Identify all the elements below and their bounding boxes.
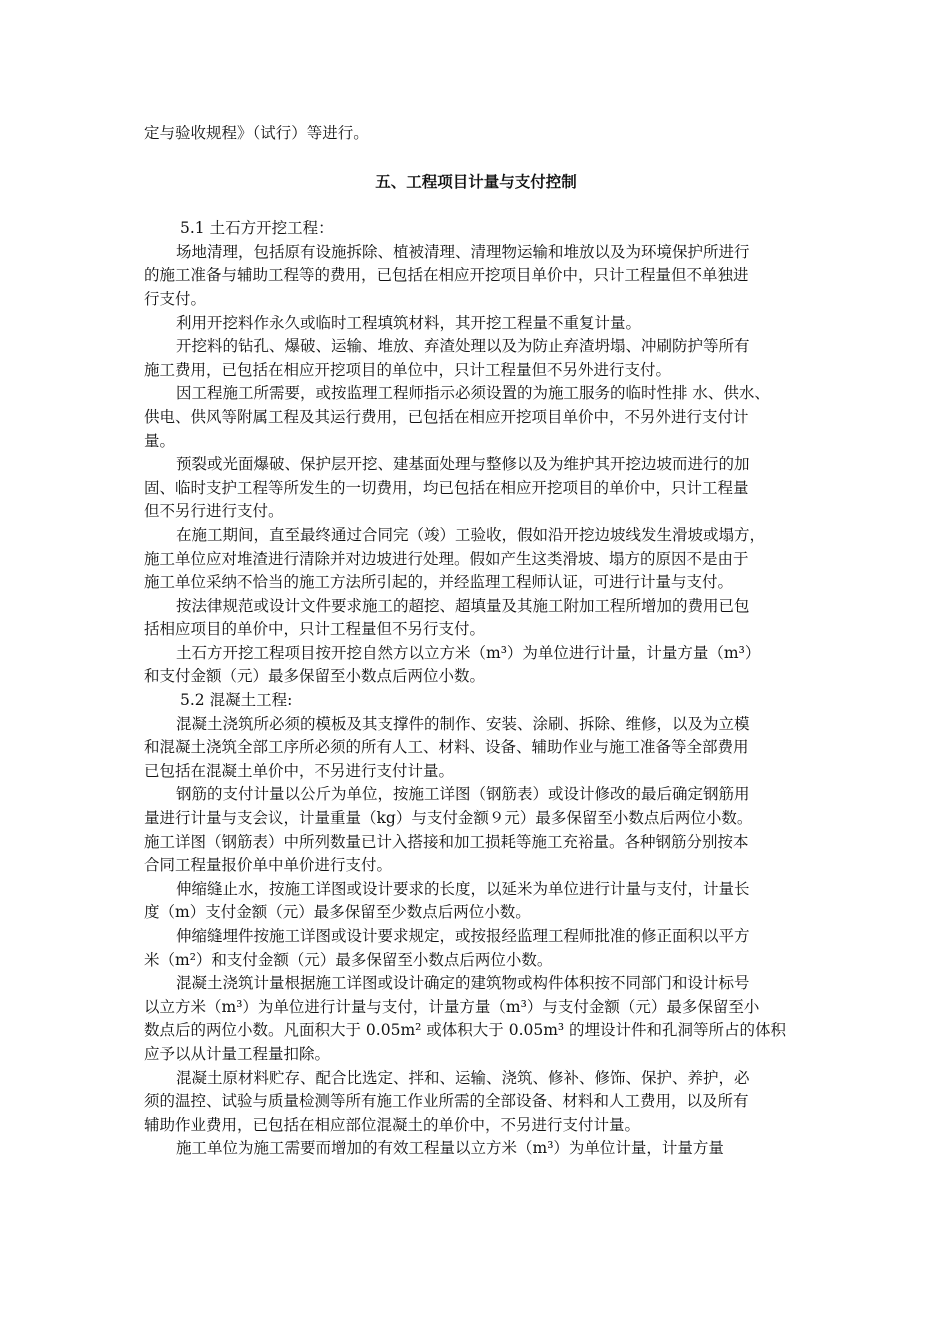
paragraph-line: 伸缩缝埋件按施工详图或设计要求规定，或按报经监理工程师批准的修正面积以平方 (176, 927, 750, 945)
paragraph-14 (144, 1067, 808, 1138)
paragraph-1 (144, 241, 808, 312)
paragraph-11 (144, 878, 808, 925)
paragraph-line: 供电、供风等附属工程及其运行费用，已包括在相应开挖项目单价中，不另外进行支付计 (144, 407, 749, 426)
paragraph-line: 土石方开挖工程项目按开挖自然方以立方米（m³）为单位进行计量，计量方量（m³） (176, 643, 761, 662)
paragraph-line: 按法律规范或设计文件要求施工的超挖、超填量及其施工附加工程所增加的费用已包 (176, 596, 750, 615)
paragraph-line: 米（m²）和支付金额（元）最多保留至小数点后两位小数。 (144, 950, 553, 969)
paragraph-line: 量进行计量与支会议，计量重量（kg）与支付金额９元）最多保留至小数点后两位小数。 (144, 809, 753, 828)
paragraph-5 (144, 453, 808, 524)
section-heading: 五、工程项目计量与支付控制 (375, 171, 577, 191)
paragraph-line: 施工单位应对堆渣进行清除并对边坡进行处理。假如产生这类滑坡、塌方的原因不是由于 (144, 549, 749, 568)
paragraph-3 (144, 335, 808, 382)
document-body (144, 122, 808, 1161)
paragraph-line: 施工单位采纳不恰当的施工方法所引起的，并经监理工程师认证，可进行计量与支付。 (144, 573, 734, 592)
paragraph-line: 施工单位为施工需要而增加的有效工程量以立方米（m³）为单位计量，计量方量 (176, 1139, 724, 1158)
paragraph-13 (144, 972, 808, 1066)
intro-line: 定与验收规程》（试行）等进行。 (144, 124, 369, 142)
paragraph-line: 混凝土原材料贮存、配合比选定、拌和、运输、浇筑、修补、修饰、保护、养护，必 (176, 1068, 750, 1087)
paragraph-line: 应予以从计量工程量扣除。 (144, 1044, 331, 1063)
paragraph-line: 场地清理，包括原有设施拆除、植被清理、清理物运输和堆放以及为环境保护所进行 (176, 242, 750, 261)
paragraph-line: 钢筋的支付计量以公斤为单位，按施工详图（钢筋表）或设计修改的最后确定钢筋用 (176, 785, 750, 804)
paragraph-line: 固、临时支护工程等所发生的一切费用，均已包括在相应开挖项目的单价中，只计工程量 (144, 478, 749, 497)
paragraph-15 (144, 1137, 808, 1161)
paragraph-line: 伸缩缝止水，按施工详图或设计要求的长度，以延米为单位进行计量与支付，计量长 (176, 879, 750, 898)
paragraph-line: 在施工期间，直至最终通过合同完（竣）工验收，假如沿开挖边坡线发生滑坡或塌方， (176, 525, 766, 544)
paragraph-line: 已包括在混凝土单价中，不另进行支付计量。 (144, 761, 455, 780)
paragraph-line: 因工程施工所需要，或按监理工程师指示必须设置的为施工服务的临时性排 水、供水、 (176, 384, 770, 403)
paragraph-line: 量。 (144, 431, 176, 450)
paragraph-4 (144, 382, 808, 453)
paragraph-line: 度（m）支付金额（元）最多保留至少数点后两位小数。 (144, 903, 531, 922)
paragraph-12 (144, 925, 808, 972)
paragraph-line: 数点后的两位小数。凡面积大于 0.05m² 或体积大于 0.05m³ 的埋设计件和孔洞等所占的体积 (144, 1021, 787, 1040)
paragraph-line: 预裂或光面爆破、保护层开挖、建基面处理与整修以及为维护其开挖边坡而进行的加 (176, 455, 750, 474)
subsection-5-2-title: 5.2 混凝土工程: (180, 691, 293, 710)
paragraph-line: 以立方米（m³）为单位进行计量与支付，计量方量（m³）与支付金额（元）最多保留至小 (144, 997, 760, 1016)
paragraph-10 (144, 783, 808, 877)
paragraph-line: 和支付金额（元）最多保留至小数点后两位小数。 (144, 667, 486, 686)
paragraph-6 (144, 524, 808, 595)
paragraph-line: 混凝土浇筑所必须的模板及其支撑件的制作、安装、涂刷、拆除、维修，以及为立模 (176, 714, 750, 733)
paragraph-line: 但不另行进行支付。 (144, 502, 284, 521)
paragraph-line: 须的温控、试验与质量检测等所有施工作业所需的全部设备、材料和人工费用，以及所有 (144, 1092, 749, 1111)
paragraph-line: 合同工程量报价单中单价进行支付。 (144, 856, 393, 875)
paragraph-line: 混凝土浇筑计量根据施工详图或设计确定的建筑物或构件体积按不同部门和设计标号 (176, 974, 750, 993)
paragraph-line: 施工费用，已包括在相应开挖项目的单位中，只计工程量但不另外进行支付。 (144, 360, 672, 379)
paragraph-9 (144, 713, 808, 784)
paragraph-line: 开挖料的钻孔、爆破、运输、堆放、弃渣处理以及为防止弃渣坍塌、冲刷防护等所有 (176, 337, 750, 356)
paragraph-line: 的施工准备与辅助工程等的费用，已包括在相应开挖项目单价中，只计工程量但不单独进 (144, 266, 749, 285)
subsection-5-1-title: 5.1 土石方开挖工程： (180, 219, 334, 238)
paragraph-7 (144, 595, 808, 642)
paragraph-line: 施工详图（钢筋表）中所列数量已计入搭接和加工损耗等施工充裕量。各种钢筋分别按本 (144, 832, 749, 851)
paragraph-line: 辅助作业费用，已包括在相应部位混凝土的单价中，不另进行支付计量。 (144, 1115, 641, 1134)
paragraph-8 (144, 642, 808, 689)
paragraph-2 (144, 312, 808, 336)
paragraph-line: 行支付。 (144, 289, 207, 308)
paragraph-line: 和混凝土浇筑全部工序所必须的所有人工、材料、设备、辅助作业与施工准备等全部费用 (144, 738, 749, 757)
paragraph-line: 利用开挖料作永久或临时工程填筑材料，其开挖工程量不重复计量。 (176, 313, 642, 332)
paragraph-line: 括相应项目的单价中，只计工程量但不另行支付。 (144, 620, 486, 639)
